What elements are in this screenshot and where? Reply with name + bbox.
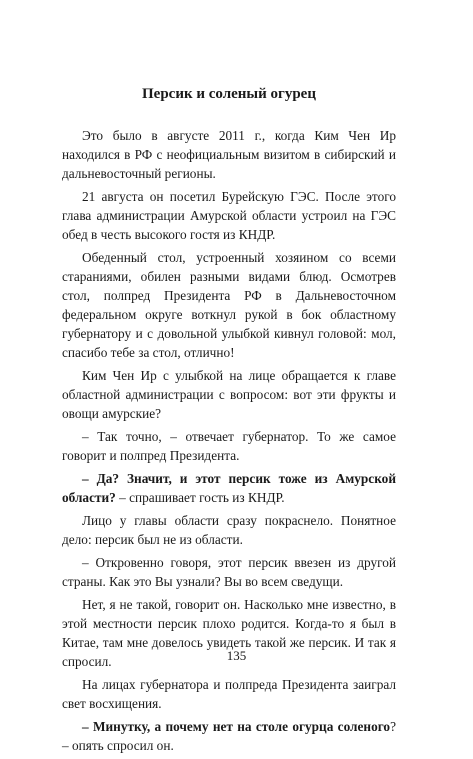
paragraph-text: – спрашивает гость из КНДР. [115, 490, 285, 505]
paragraph [62, 717, 396, 755]
paragraph [62, 469, 396, 507]
paragraph [62, 553, 396, 591]
page-number: 135 [226, 648, 247, 663]
paragraph [62, 427, 396, 465]
paragraph [62, 366, 396, 423]
paragraph [62, 187, 396, 244]
paragraph-text: Лицо у главы области сразу покраснело. Понятное дело: персик был не из области. [62, 513, 396, 547]
chapter-title: Персик и соленый огурец [142, 86, 316, 102]
bold-quote: – Да? Значит, и этот персик тоже из Амурской области? [62, 471, 396, 505]
paragraph-text: Это было в августе 2011 г., когда Ким Чен Ир находился в РФ с неофициальным визитом в сибирский и дальневосточный регионы. [62, 128, 396, 181]
paragraph-text: Ким Чен Ир с улыбкой на лице обращается к главе областной администрации с вопросом: вот эти фрукты и овощи амурские? [62, 368, 396, 421]
paragraph [62, 248, 396, 362]
paragraph [62, 126, 396, 183]
paragraph-text: Обеденный стол, устроенный хозяином со всеми стараниями, обилен разными видами блюд. Осмотрев стол, полпред Президента РФ в Дальневосточном федеральном округе воткнул рукой в бок областному губернатору и с довольной улыбкой кивнул головой: мол, спасибо тебе за стол, отлично! [62, 250, 396, 360]
paragraph-text: – Откровенно говоря, этот персик ввезен из другой страны. Как это Вы узнали? Вы во всем сведущи. [62, 555, 396, 589]
paragraph-text: – Так точно, – отвечает губернатор. То же самое говорит и полпред Президента. [62, 429, 396, 463]
bold-quote: – Минутку, а почему нет на столе огурца соленого [82, 719, 391, 734]
paragraph-text: На лицах губернатора и полпреда Президента заиграл свет восхищения. [62, 677, 396, 711]
paragraph-text: ? – опять спросил он. [62, 719, 396, 753]
paragraph-text: Нет, я не такой, говорит он. Насколько мне известно, в этой местности персик плохо родится. Когда-то я был в Китае, там мне довелось увидеть такой же персик. И так я спросил. [62, 597, 396, 669]
paragraph [62, 511, 396, 549]
paragraph-text: 21 августа он посетил Бурейскую ГЭС. После этого глава администрации Амурской области устроил на ГЭС обед в честь высокого гостя из КНДР. [62, 189, 396, 242]
paragraph [62, 675, 396, 713]
